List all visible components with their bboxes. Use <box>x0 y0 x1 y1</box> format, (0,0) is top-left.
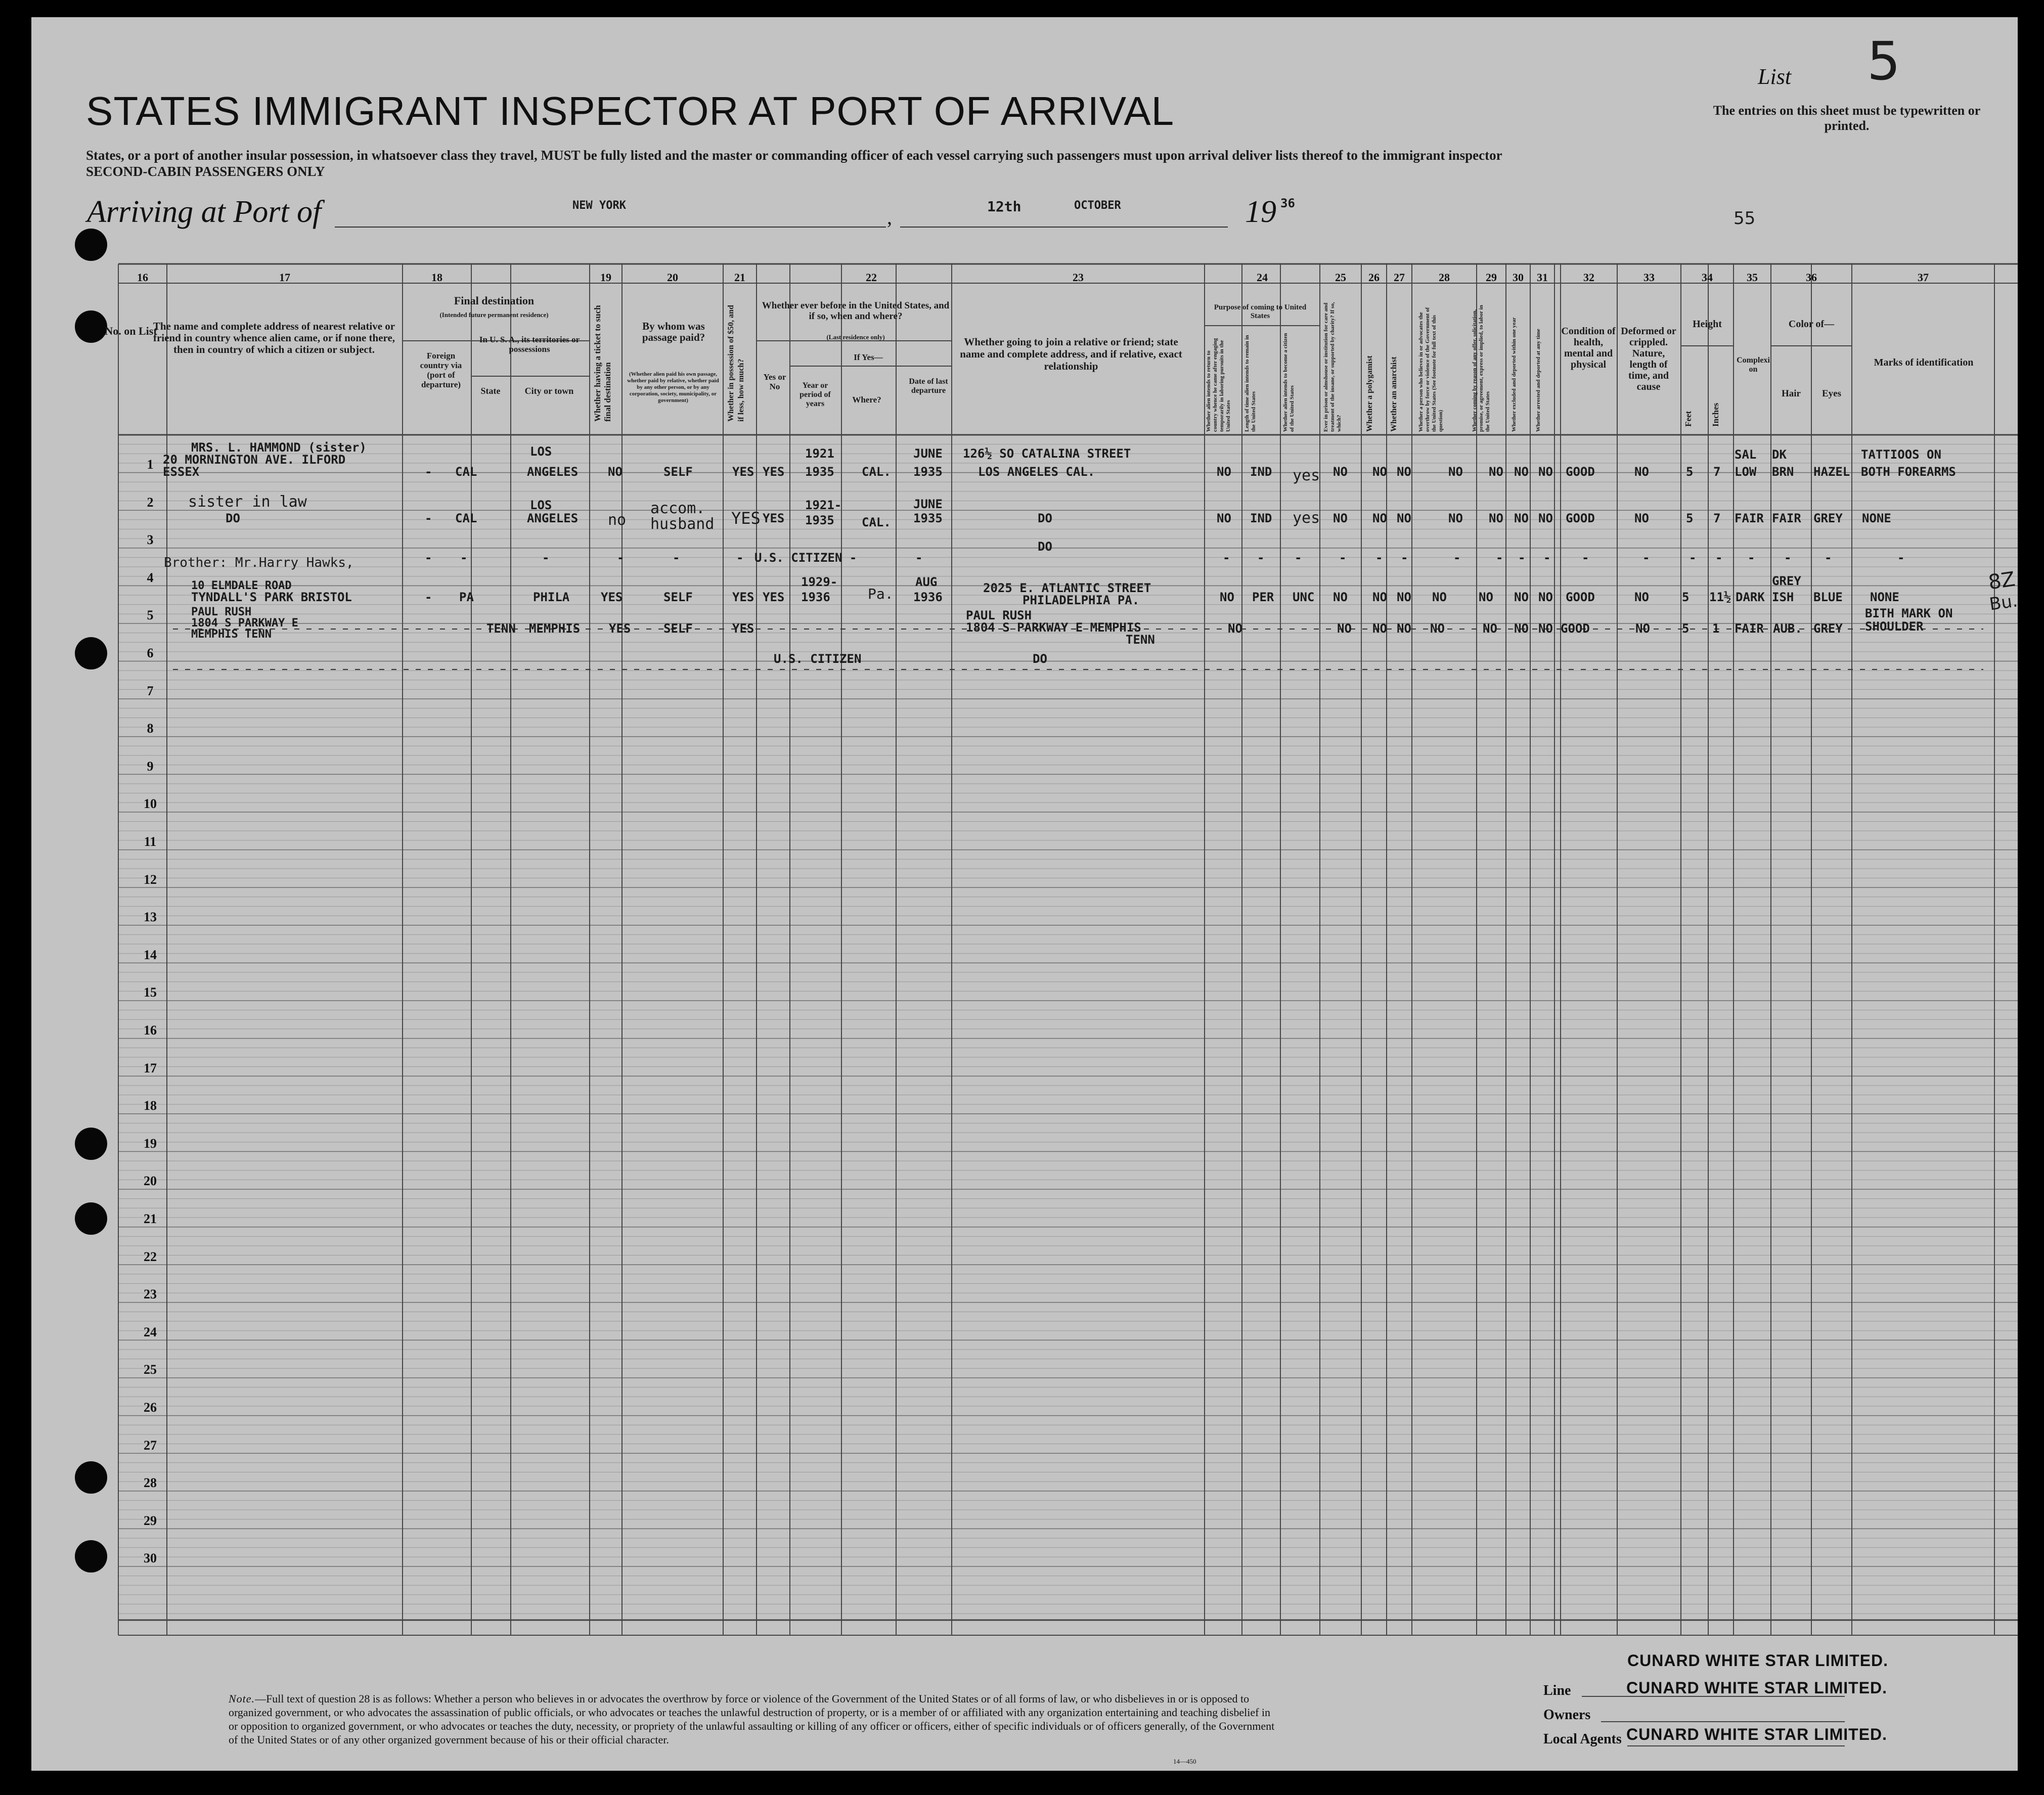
row-number: 8 <box>147 721 154 736</box>
row4-inches: 11½ <box>1709 590 1731 604</box>
row3-funds: - <box>736 551 744 565</box>
column-number: 36 <box>1806 271 1817 284</box>
header-year-period: Year or period of years <box>799 381 831 408</box>
row2-joining: DO <box>1038 511 1052 525</box>
row5-eyes: GREY <box>1813 621 1843 636</box>
row2-health: GOOD <box>1566 511 1595 525</box>
margin-annotation-1: 8Z <box>1987 567 2017 595</box>
row-number: 10 <box>144 796 157 812</box>
row1-marks-1: TATTIOOS ON <box>1861 447 1941 462</box>
row5-q30: NO <box>1514 621 1529 636</box>
footnote-label: Note. <box>229 1692 255 1705</box>
row1-hair-2: BRN <box>1772 465 1794 479</box>
row2-city-line1: LOS <box>530 498 552 512</box>
header-height: Height <box>1693 319 1722 330</box>
row1-q31: NO <box>1538 465 1553 479</box>
row5-prison: NO <box>1337 621 1352 636</box>
form-code: 14—450 <box>1173 1758 1196 1765</box>
row-number: 16 <box>144 1023 157 1038</box>
row2-anarchist: NO <box>1397 511 1411 525</box>
row1-foreign: - <box>425 465 432 479</box>
row3-q30: - <box>1518 551 1526 565</box>
row3-deformed: - <box>1642 551 1650 565</box>
header-foreign-country: Foreign country via (port of departure) <box>420 351 462 389</box>
row-number: 27 <box>144 1438 157 1453</box>
row4-purpose-length: PER <box>1252 590 1274 604</box>
row3-inches: - <box>1715 551 1723 565</box>
header-purpose-length: Length of time alien intends to remain in the United States <box>1244 335 1257 432</box>
column-number: 18 <box>431 271 442 284</box>
row1-purpose-return: NO <box>1217 465 1231 479</box>
row3-q31: - <box>1543 551 1551 565</box>
row4-complexion: DARK <box>1736 590 1765 604</box>
row-number: 13 <box>144 910 157 925</box>
row1-purpose-citizen: yes <box>1293 467 1320 484</box>
row3-foreign: - <box>425 551 432 565</box>
row5-joining-2: 1804 S PARKWAY E MEMPHIS <box>966 620 1141 635</box>
row1-joining-1: 126½ SO CATALINA STREET <box>963 446 1131 461</box>
row5-city: MEMPHIS <box>529 621 581 636</box>
column-number: 35 <box>1747 271 1758 284</box>
row1-feet: 5 <box>1686 465 1694 479</box>
row2-q30: NO <box>1514 511 1529 525</box>
row4-relative-line2: TYNDALL'S PARK BRISTOL <box>191 590 352 604</box>
row4-polygamist: NO <box>1372 590 1387 604</box>
owners-label: Owners <box>1543 1707 1591 1723</box>
column-number: 29 <box>1486 271 1497 284</box>
column-number: 24 <box>1257 271 1268 284</box>
row1-purpose-length: IND <box>1250 465 1272 479</box>
header-q31: Whether arrested and deported at any time <box>1535 329 1541 432</box>
row5-complexion: FAIR <box>1735 621 1764 636</box>
row4-before: YES <box>763 590 785 604</box>
arriving-label: Arriving at Port of <box>87 195 322 229</box>
row2-departure-2: 1935 <box>913 511 943 525</box>
header-ticket: Whether having a ticket to such final destination <box>593 305 612 422</box>
header-last-residence: (Last residence only) <box>826 333 885 341</box>
row2-paid-2: husband <box>650 515 715 533</box>
row2-funds: YES <box>731 509 761 528</box>
row4-departure-2: 1936 <box>913 590 943 604</box>
manifest-sheet: List 5 The entries on this sheet must be typewritten or printed. STATES IMMIGRANT INSPECTOR AT PORT OF ARRIVAL States, or a port of another insular possession, in whatsoever class they travel, MUST be fully listed and the master or commanding officer of each vessel carrying such passengers must upon arrival deliver lists thereof to the immigrant inspector SECOND-CABIN PASSENGERS ONLY Arriving at Port of NEW YORK , 12th OCTOBER 19 36 55 16 17 18 19 20 21 22 23 24 25 26 27 28 29 30 31 32 33 34 35 36 37 No. on List The name and complete address of nearest relative or friend in country whence alien came, or if none there, then in country of which a citizen or subject. Final destination (Intended future permanent residence) Foreign country via (port of departure) In U. S. A., its territories or possessions State City or town Whether having a ticket to such final destination By whom was passage paid? (Whether alien paid his own passage, whether paid by relative, whether paid by any other person, or by any corporation, society, municipality, or government) Whether in possession of $50, and if less, how much? Whether ever before in the United States, and if so, when and where? (Last residence only) Yes or No If Yes— Year or period of years Where? Date of last departure Whether going to join a relative or friend; state name and complete address, and if relative, exact relationship Purpose of coming to United States Whether alien intends to return to country whence he came after engaging temporarily in laboring pursuits in the United States Length of time alien intends to remain in the United States Whether alien intends to become a citizen of the United States Ever in prison or almshouse or institution for care and treatment of the insane, or supported by charity? If so, which? Whether a polygamist Whether an anarchist Whether a person who believes in or advocates the overthrow by force or violence of the Government of the United States (See footnote for full text of this question) Whether coming by reason of any offer, solicitation, promise, or agreement, express or implied, to labor in the United States Whether excluded and deported within one year Whether arrested and deported at any time Condition of health, mental and physical Deformed or crippled. Nature, length of time, and cause Height Feet Inches Complexion Color of— Hair Eyes Marks of identification 1 2 3 4 5 6 7 8 9 10 11 12 13 14 15 16 17 18 19 20 21 22 23 24 25 26 27 28 29 30 MRS. L. HAMMOND (sister) 20 MORNINGTON AVE. ILFORD ESSEX - CAL LOS ANGELES NO SELF YES YES 1921 1935 CAL. JUNE 1935 126½ SO CATALINA STREET LOS ANGELES CAL. NO IND yes NO NO NO NO NO NO NO GOOD NO 5 7 SAL LOW DK BRN HAZEL TATTIOOS ON BOTH FOREARMS sister in law DO - CAL LOS ANGELES no accom. husband YES YES 1921- 1935 CAL. JUNE 1935 DO NO IND yes NO NO NO NO NO NO NO GOOD NO 5 7 FAIR FAIR GREY NONE Brother: Mr.Harry Hawks, - - - - - - U.S. CITIZEN - - DO - - - - - - - - - - - - - - - - - - 10 ELMDALE ROAD TYNDALL'S PARK BRISTOL - PA PHILA YES SELF YES YES 1929- 1936 Pa. AUG 1936 2025 E. ATLANTIC STREET PHILADELPHIA PA. NO PER UNC NO NO NO NO NO NO NO GOOD NO 5 11½ DARK GREY ISH BLUE NONE PAUL RUSH 1804 S PARKWAY E MEMPHIS TENN TENN MEMPHIS YES SELF YES PAUL RUSH 1804 S PARKWAY E MEMPHIS TENN NO NO NO NO NO NO NO NO GOOD NO 5 1 FAIR AUB. GREY BITH MARK ON SHOULDER U.S. CITIZEN DO 8Z Bu. Note.—Full text of question 28 is as follows: Whether a person who believes in or advocates the overthrow by force or violence of the Government of the United States or of all forms of law, or who disbelieves in or is opposed to organized government, or who advocates the assassination of public officials, or who advocates or teaches the unlawful destruction of property, or is a member of or affiliated with any organization entertaining and teaching disbelief in or opposition to organized government, or who advocates or teaches the duty, necessity, or propriety of the unlawful assaulting or killing of any officer or officers, either of specific individuals or of officers generally, of the Government of the United States or of any other organized government because of his or their official character. 14—450 CUNARD WHITE STAR LIMITED. Line CUNARD WHITE STAR LIMITED. Owners Local Agents CUNARD WHITE STAR LIMITED. <box>31 17 2018 1771</box>
header-eyes: Eyes <box>1822 388 1841 399</box>
row2-relative-line2: DO <box>226 511 240 525</box>
row1-complexion-1: SAL <box>1735 447 1757 462</box>
row4-anarchist: NO <box>1397 590 1411 604</box>
column-number: 30 <box>1513 271 1524 284</box>
row3-eyes: - <box>1825 551 1832 565</box>
row5-state: TENN <box>486 621 516 636</box>
row3-relative: Brother: Mr.Harry Hawks, <box>164 555 354 570</box>
row1-deformed: NO <box>1634 465 1649 479</box>
row5-anarchist: NO <box>1397 621 1411 636</box>
row-number: 29 <box>144 1513 157 1528</box>
list-number: 5 <box>1867 30 1901 92</box>
column-number: 23 <box>1073 271 1084 284</box>
list-label: List <box>1758 64 1792 89</box>
row-number: 21 <box>144 1211 157 1226</box>
row-number: 15 <box>144 985 157 1000</box>
row1-relative-line2: 20 MORNINGTON AVE. ILFORD <box>163 453 346 467</box>
row-number: 30 <box>144 1551 157 1566</box>
row2-complexion: FAIR <box>1735 511 1764 525</box>
row4-prison: NO <box>1333 590 1348 604</box>
header-possession-50: Whether in possession of $50, and if less, how much? <box>727 305 745 422</box>
row3-purpose-return: - <box>1223 551 1230 565</box>
row-number: 23 <box>144 1287 157 1302</box>
row5-inches: 1 <box>1712 621 1720 636</box>
row5-ticket: YES <box>609 621 631 636</box>
row4-joining-1: 2025 E. ATLANTIC STREET <box>983 581 1151 595</box>
row2-state: CAL <box>455 511 477 525</box>
header-q29: Whether coming by reason of any offer, solicitation, promise, or agreement, express or implied, to labor in the United States <box>1472 305 1491 432</box>
row-number: 4 <box>147 570 154 585</box>
row1-where: CAL. <box>862 465 891 479</box>
row5-q29: NO <box>1483 621 1497 636</box>
row2-years-1: 1921- <box>805 498 842 512</box>
row2-years-2: 1935 <box>805 513 834 527</box>
row2-before: YES <box>763 511 785 525</box>
row-number: 18 <box>144 1098 157 1113</box>
row5-health: GOOD <box>1561 621 1590 636</box>
row-number: 9 <box>147 758 154 774</box>
row1-joining-2: LOS ANGELES CAL. <box>978 465 1095 479</box>
column-number: 32 <box>1583 271 1594 284</box>
row3-state: - <box>460 551 468 565</box>
row2-where: CAL. <box>862 515 891 529</box>
row4-purpose-citizen: UNC <box>1293 590 1315 604</box>
header-polygamist: Whether a polygamist <box>1365 355 1374 432</box>
row4-ticket: YES <box>601 590 623 604</box>
row5-q28: NO <box>1430 621 1445 636</box>
margin-annotation-2: Bu. <box>1988 591 2019 615</box>
line-value: CUNARD WHITE STAR LIMITED. <box>1626 1679 1888 1697</box>
column-number: 26 <box>1368 271 1380 284</box>
row2-deformed: NO <box>1634 511 1649 525</box>
row4-city: PHILA <box>533 590 570 604</box>
row2-q28: NO <box>1448 511 1463 525</box>
row3-prison: - <box>1339 551 1347 565</box>
row3-anarchist: - <box>1401 551 1408 565</box>
row-number: 24 <box>144 1324 157 1339</box>
header-where: Where? <box>852 395 881 405</box>
page-title: STATES IMMIGRANT INSPECTOR AT PORT OF ARRIVAL <box>86 88 1175 133</box>
row-number: 22 <box>144 1249 157 1264</box>
row5-marks-2: SHOULDER <box>1865 619 1924 634</box>
header-health: Condition of health, mental and physical <box>1561 326 1616 370</box>
line-label: Line <box>1543 1683 1571 1698</box>
row3-city: - <box>542 551 550 565</box>
header-hair: Hair <box>1782 388 1801 399</box>
column-number: 19 <box>600 271 611 284</box>
port-value: NEW YORK <box>572 199 626 212</box>
header-purpose-citizen: Whether alien intends to become a citizen of the United States <box>1282 333 1295 432</box>
row2-departure-1: JUNE <box>913 497 943 511</box>
header-final-destination: Final destination <box>454 294 535 307</box>
header-relative: The name and complete address of nearest relative or friend in country whence alien came, or if none there, then in country of which a citizen or subject. <box>153 320 395 355</box>
row4-state: PA <box>459 590 474 604</box>
header-q30: Whether excluded and deported within one year <box>1511 317 1517 432</box>
row-number: 12 <box>144 872 157 887</box>
row1-ticket: NO <box>608 465 623 479</box>
row2-q29: NO <box>1489 511 1503 525</box>
header-feet: Feet <box>1683 411 1693 427</box>
row-number: 5 <box>147 608 154 623</box>
header-passage-paid-note: (Whether alien paid his own passage, whether paid by relative, whether paid by any other person, or by any corporation, society, municipality, or government) <box>627 371 719 403</box>
row4-health: GOOD <box>1566 590 1595 604</box>
cabin-class: SECOND-CABIN PASSENGERS ONLY <box>86 164 325 179</box>
row3-polygamist: - <box>1375 551 1383 565</box>
subtitle: States, or a port of another insular possession, in whatsoever class they travel, MUST be fully listed and the master or commanding officer of each vessel carrying such passengers must upon arrival deliver lists thereof to the immigrant inspector <box>86 148 1502 163</box>
row3-feet: - <box>1689 551 1697 565</box>
row3-departure: - <box>915 551 923 565</box>
row2-q31: NO <box>1538 511 1553 525</box>
row3-hair: - <box>1784 551 1792 565</box>
row4-purpose-return: NO <box>1220 590 1234 604</box>
local-agents-label: Local Agents <box>1543 1731 1622 1747</box>
row1-state: CAL <box>455 465 477 479</box>
header-city: City or town <box>524 386 574 396</box>
row6-before: U.S. CITIZEN <box>774 652 862 666</box>
header-no-on-list: No. on List <box>105 325 157 337</box>
row-number: 1 <box>147 457 154 472</box>
row1-paid: SELF <box>663 465 693 479</box>
row5-funds: YES <box>732 621 754 636</box>
row4-q30: NO <box>1514 590 1529 604</box>
column-number: 21 <box>734 271 745 284</box>
agents-value: CUNARD WHITE STAR LIMITED. <box>1626 1725 1888 1743</box>
header-prison: Ever in prison or almshouse or institution for care and treatment of the insane, or supported by charity? If so, which? <box>1323 302 1342 432</box>
row5-paid: SELF <box>663 621 693 636</box>
header-q28: Whether a person who believes in or advocates the overthrow by force or violence of the Government of the United States (See footnote for full text of this question) <box>1418 307 1444 432</box>
day-value: 12th <box>987 198 1021 215</box>
row3-before: U.S. CITIZEN - <box>754 551 857 565</box>
row-number: 3 <box>147 532 154 548</box>
row1-q30: NO <box>1514 465 1529 479</box>
footnote <box>229 1692 1280 1746</box>
row5-purpose-return: NO <box>1228 621 1242 636</box>
row4-q31: NO <box>1538 590 1553 604</box>
row2-inches: 7 <box>1713 511 1721 525</box>
row5-relative-line3: MEMPHIS TENN <box>191 628 272 641</box>
row2-polygamist: NO <box>1372 511 1387 525</box>
header-inches: Inches <box>1711 402 1720 427</box>
column-number: 17 <box>279 271 290 284</box>
header-in-usa: In U. S. A., its territories or possessions <box>479 335 580 354</box>
row3-ticket: - <box>617 551 625 565</box>
row1-q28: NO <box>1448 465 1463 479</box>
row2-foreign: - <box>425 511 432 525</box>
row4-q29: NO <box>1479 590 1493 604</box>
row4-q28: NO <box>1432 590 1447 604</box>
row5-relative-line1: PAUL RUSH <box>191 606 252 618</box>
row6-joining: DO <box>1033 652 1047 666</box>
row2-purpose-length: IND <box>1250 511 1272 525</box>
row4-deformed: NO <box>1634 590 1649 604</box>
row4-hair-2: ISH <box>1772 590 1794 604</box>
row1-city-line1: LOS <box>530 444 552 459</box>
column-number: 37 <box>1918 271 1929 284</box>
header-deformed: Deformed or crippled. Nature, length of time, and cause <box>1621 326 1676 392</box>
header-final-destination-note: (Intended future permanent residence) <box>439 311 549 319</box>
column-number: 33 <box>1643 271 1655 284</box>
row2-city-line2: ANGELES <box>527 511 579 525</box>
row2-prison: NO <box>1333 511 1348 525</box>
header-ever-before: Whether ever before in the United States, and if so, when and where? <box>762 300 950 322</box>
row5-joining-1: PAUL RUSH <box>966 608 1032 622</box>
year-prefix: 19 <box>1245 195 1276 229</box>
header-passage-paid: By whom was passage paid? <box>642 320 705 343</box>
row1-health: GOOD <box>1566 465 1595 479</box>
row1-years-1: 1921 <box>805 446 834 461</box>
row4-years-2: 1936 <box>801 590 830 604</box>
column-number: 27 <box>1394 271 1405 284</box>
column-number: 28 <box>1439 271 1450 284</box>
row1-complexion-2: LOW <box>1735 465 1757 479</box>
row1-anarchist: NO <box>1397 465 1411 479</box>
row5-hair: AUB. <box>1773 621 1802 636</box>
row-number: 20 <box>144 1174 157 1189</box>
row-number: 2 <box>147 495 154 510</box>
row4-relative-line1: 10 ELMDALE ROAD <box>191 579 292 592</box>
header-if-yes: If Yes— <box>854 352 883 362</box>
row1-years-2: 1935 <box>805 465 834 479</box>
footnote-text: —Full text of question 28 is as follows: Whether a person who believes in or advocates the overthrow by force or violence of the Government of the United States or of all forms of law, or who disbelieves in or is opposed to organized government, or who advocates the assassination of public officials, or who advocates or teaches the unlawful destruction of property, or is a member of or affiliated with any organization entertaining and teaching disbelief in or opposition to organized government, or who advocates or teaches the duty, necessity, or propriety of the unlawful assaulting or killing of any officer or officers, either of specific individuals or of officers generally, of the Government of the United States or of any other organized government because of his or their official character. <box>229 1692 1275 1746</box>
row2-feet: 5 <box>1686 511 1694 525</box>
row1-city-line2: ANGELES <box>527 465 579 479</box>
row3-purpose-length: - <box>1257 551 1265 565</box>
column-number: 25 <box>1335 271 1346 284</box>
row2-eyes: GREY <box>1813 511 1843 525</box>
header-purpose-return: Whether alien intends to return to country whence he came after engaging temporarily in laboring pursuits in the United States <box>1206 338 1231 432</box>
row3-marks: - <box>1897 551 1905 565</box>
sheet-number: 55 <box>1734 208 1756 229</box>
row4-paid: SELF <box>663 590 693 604</box>
row1-before: YES <box>763 465 785 479</box>
row4-eyes: BLUE <box>1813 590 1843 604</box>
header-joining: Whether going to join a relative or friend; state name and complete address, and if relative, exact relationship <box>960 336 1182 372</box>
row-number: 17 <box>144 1060 157 1075</box>
row1-marks-2: BOTH FOREARMS <box>1861 465 1956 479</box>
row5-marks-1: BITH MARK ON <box>1865 606 1953 620</box>
row1-relative-line1: MRS. L. HAMMOND (sister) <box>191 440 367 455</box>
row-number: 11 <box>144 834 157 849</box>
row1-departure-2: 1935 <box>913 465 943 479</box>
column-number: 22 <box>866 271 877 284</box>
row3-purpose-citizen: - <box>1295 551 1302 565</box>
row1-hair-1: DK <box>1772 447 1787 462</box>
column-number: 34 <box>1702 271 1713 284</box>
row1-q29: NO <box>1489 465 1503 479</box>
row1-funds: YES <box>732 465 754 479</box>
row-number: 7 <box>147 683 154 698</box>
row3-q29: - <box>1496 551 1503 565</box>
row4-departure-1: AUG <box>915 575 938 589</box>
row2-purpose-return: NO <box>1217 511 1231 525</box>
header-state: State <box>480 386 501 396</box>
row-number: 25 <box>144 1362 157 1377</box>
row1-inches: 7 <box>1713 465 1721 479</box>
row4-funds: YES <box>732 590 754 604</box>
row4-where: Pa. <box>868 586 894 602</box>
row2-relative-line1: sister in law <box>188 493 307 511</box>
row-number: 28 <box>144 1475 157 1491</box>
column-number: 20 <box>667 271 678 284</box>
row3-complexion: - <box>1748 551 1755 565</box>
row1-departure-1: JUNE <box>913 446 943 461</box>
header-anarchist: Whether an anarchist <box>1390 356 1398 432</box>
row4-hair-1: GREY <box>1772 574 1801 588</box>
row3-health: - <box>1582 551 1589 565</box>
header-purpose: Purpose of coming to United States <box>1214 303 1307 320</box>
row5-relative-line2: 1804 S PARKWAY E <box>191 617 298 630</box>
row3-paid: - <box>673 551 680 565</box>
row5-deformed: NO <box>1635 621 1650 636</box>
company-stamp-top: CUNARD WHITE STAR LIMITED. <box>1627 1651 1889 1670</box>
row-number: 19 <box>144 1136 157 1151</box>
year-suffix: 36 <box>1280 196 1295 210</box>
header-yes-or-no: Yes or No <box>763 372 786 391</box>
header-marks: Marks of identification <box>1874 357 1974 368</box>
row2-paid-1: accom. <box>650 500 705 517</box>
header-complexion: Complexion <box>1737 356 1770 374</box>
row4-years-1: 1929- <box>801 575 838 589</box>
row2-ticket: no <box>608 511 627 529</box>
column-number: 16 <box>137 271 148 284</box>
row4-feet: 5 <box>1682 590 1690 604</box>
row4-foreign: - <box>425 590 432 604</box>
row5-feet: 5 <box>1682 621 1690 636</box>
row-number: 14 <box>144 947 157 962</box>
row1-prison: NO <box>1333 465 1348 479</box>
row2-purpose-citizen: yes <box>1293 509 1320 527</box>
header-color-of: Color of— <box>1788 319 1835 330</box>
row1-eyes: HAZEL <box>1813 465 1850 479</box>
row-number: 6 <box>147 646 154 660</box>
row5-q31: NO <box>1538 621 1553 636</box>
row2-hair: FAIR <box>1772 511 1801 525</box>
column-number: 31 <box>1537 271 1548 284</box>
row5-joining-3: TENN <box>1126 633 1155 647</box>
row2-marks: NONE <box>1862 511 1891 525</box>
row1-polygamist: NO <box>1372 465 1387 479</box>
row3-joining: DO <box>1038 540 1052 554</box>
row3-q28: - <box>1453 551 1461 565</box>
row1-relative-line3: ESSEX <box>163 465 200 479</box>
row4-joining-2: PHILADELPHIA PA. <box>1023 593 1140 607</box>
header-date-departure: Date of last departure <box>909 377 948 395</box>
row4-marks: NONE <box>1870 590 1899 604</box>
month-value: OCTOBER <box>1074 199 1121 212</box>
row-number: 26 <box>144 1400 157 1415</box>
typewritten-notice: The entries on this sheet must be typewritten or printed. <box>1713 103 1981 133</box>
row5-polygamist: NO <box>1372 621 1387 636</box>
